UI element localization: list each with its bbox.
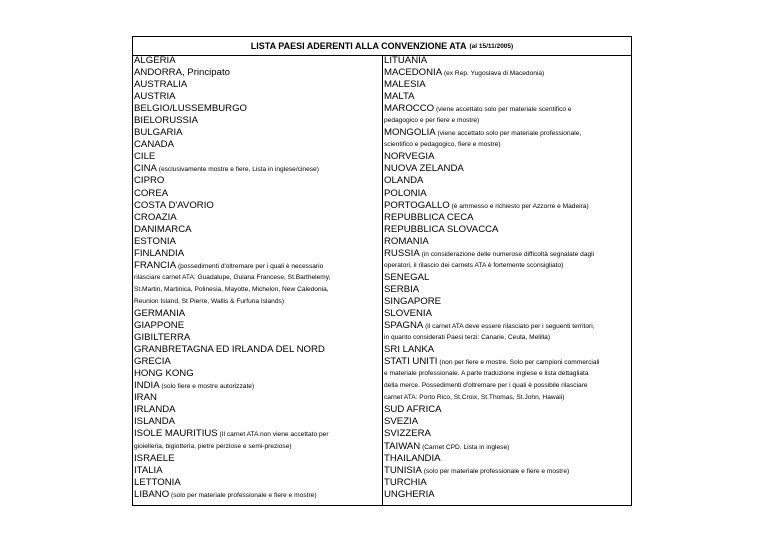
country-name: SRI LANKA [384, 344, 435, 356]
country-row [383, 91, 631, 103]
country-row [133, 332, 382, 344]
country-name: ISOLE MAURITIUS [134, 428, 218, 440]
country-row [133, 260, 382, 272]
country-row [133, 55, 382, 67]
country-row [133, 67, 382, 79]
country-name: RUSSIA [384, 247, 420, 259]
country-name: LIBANO [134, 488, 170, 500]
country-note: della merce. Possedimenti d'oltremare per i quali è possibile rilasciare [384, 382, 588, 390]
country-row [383, 188, 631, 200]
country-name: TURCHIA [384, 476, 427, 488]
country-row [383, 127, 631, 139]
note-continuation-row [133, 296, 382, 308]
country-name: MACEDONIA [384, 67, 443, 79]
note-continuation-row [133, 284, 382, 296]
country-row [133, 320, 382, 332]
country-name: FINLANDIA [134, 247, 185, 259]
country-note: (Il carnet ATA non viene accettato per [217, 431, 329, 439]
country-row [383, 79, 631, 91]
country-note: (solo per materiale professionale e fiere e mostre) [169, 491, 317, 499]
country-row [133, 212, 382, 224]
note-continuation-row [383, 139, 631, 151]
country-name: FRANCIA [134, 259, 177, 271]
country-row [383, 200, 631, 212]
country-row [383, 404, 631, 416]
country-name: GIBILTERRA [134, 332, 191, 344]
country-name: ROMANIA [384, 235, 429, 247]
country-name: GERMANIA [134, 307, 186, 319]
country-note: carnet ATA: Porto Rico, St.Croix, St.Thomas, St.John, Hawaii) [384, 394, 565, 402]
country-row [133, 163, 382, 175]
country-name: INDIA [134, 380, 160, 392]
country-note: rilasciare carnet ATA: Guadalupe, Guiana Francese, St.Barthelemy, [134, 273, 331, 281]
country-row [133, 151, 382, 163]
table-body [133, 55, 631, 505]
country-row [133, 115, 382, 127]
country-name: SLOVENIA [384, 307, 432, 319]
country-name: TUNISIA [384, 464, 422, 476]
country-name: SERBIA [384, 283, 420, 295]
country-note: (solo fiere e mostre autorizzate) [159, 383, 255, 391]
country-row [383, 236, 631, 248]
country-row [383, 151, 631, 163]
country-name: POLONIA [384, 187, 427, 199]
country-name: ALGERIA [134, 55, 176, 66]
country-name: ESTONIA [134, 235, 176, 247]
country-note: (in considerazione delle numerose difficoltà segnalate dagli [419, 250, 595, 258]
country-row [133, 344, 382, 356]
country-note: (Carnet CPD. Lista in inglese) [420, 443, 510, 451]
country-row [133, 79, 382, 91]
country-name: BELGIO/LUSSEMBURGO [134, 103, 248, 115]
country-name: MONGOLIA [384, 127, 436, 139]
country-name: GRANBRETAGNA ED IRLANDA DEL NORD [134, 344, 325, 356]
country-name: SVEZIA [384, 416, 419, 428]
country-note: in quanto considerati Paesi terzi: Canarie, Ceuta, Melilla) [384, 334, 551, 342]
country-name: GIAPPONE [134, 320, 185, 332]
country-row [133, 308, 382, 320]
country-row [133, 127, 382, 139]
country-row [383, 224, 631, 236]
country-row [383, 356, 631, 368]
country-row [383, 344, 631, 356]
country-row [383, 453, 631, 465]
country-row [133, 236, 382, 248]
note-continuation-row [133, 272, 382, 284]
country-name: SINGAPORE [384, 295, 442, 307]
country-row [383, 272, 631, 284]
country-name: ANDORRA, Principato [134, 67, 230, 79]
country-name: MALTA [384, 91, 415, 103]
note-continuation-row [383, 380, 631, 392]
country-name: CIPRO [134, 175, 165, 187]
country-name: TAIWAN [384, 440, 421, 452]
country-name: NORVEGIA [384, 151, 435, 163]
country-name: NUOVA ZELANDA [384, 163, 464, 175]
country-name: CROAZIA [134, 211, 177, 223]
country-name: COREA [134, 187, 169, 199]
country-note: operatori, il rilascio dei carnets ATA è fortemente sconsigliato) [384, 261, 564, 269]
country-row [133, 175, 382, 187]
country-name: AUSTRALIA [134, 79, 188, 91]
country-row [133, 356, 382, 368]
country-name: CANADA [134, 139, 174, 151]
country-row [133, 404, 382, 416]
country-name: ITALIA [134, 464, 163, 476]
country-row [383, 55, 631, 67]
country-row [383, 175, 631, 187]
country-name: REPUBBLICA CECA [384, 211, 474, 223]
country-row [383, 284, 631, 296]
country-note: (non per fiere e mostre. Solo per campioni commerciali [437, 359, 600, 367]
country-row [383, 103, 631, 115]
country-name: CILE [134, 151, 156, 163]
country-note: pedagogico e per fiere e mostre) [384, 117, 480, 125]
country-note: (viene accettato solo per materiale professionale, [435, 130, 582, 138]
country-name: SENEGAL [384, 271, 430, 283]
country-row [133, 91, 382, 103]
country-note: (solo per materiale professionale e fiere e mostre) [421, 467, 570, 475]
note-continuation-row [133, 441, 382, 453]
country-row [383, 477, 631, 489]
document-title: LISTA PAESI ADERENTI ALLA CONVENZIONE ATA [250, 41, 467, 51]
document-date: (al 15/11/2005) [469, 42, 514, 50]
country-name: SVIZZERA [384, 428, 431, 440]
country-note: (è ammesso e richiesto per Azzorre e Madeira) [449, 202, 589, 210]
country-name: DANIMARCA [134, 223, 192, 235]
note-continuation-row [383, 115, 631, 127]
table-header [133, 37, 631, 56]
country-row [383, 67, 631, 79]
country-name: BULGARIA [134, 127, 183, 139]
country-name: COSTA D'AVORIO [134, 199, 214, 211]
country-row [383, 320, 631, 332]
note-continuation-row [383, 392, 631, 404]
country-note: (viene accettato solo per materiale scentifico e [434, 106, 572, 114]
note-continuation-row [383, 368, 631, 380]
country-name: MALESIA [384, 79, 426, 91]
right-column [383, 55, 631, 505]
country-row [133, 392, 382, 404]
country-row [133, 465, 382, 477]
country-row [383, 248, 631, 260]
country-row [133, 477, 382, 489]
country-name: THAILANDIA [384, 452, 441, 464]
country-name: SUD AFRICA [384, 404, 442, 416]
country-row [383, 163, 631, 175]
left-column [133, 55, 383, 505]
country-name: LITUANIA [384, 55, 428, 66]
country-name: HONG KONG [134, 368, 194, 380]
country-name: CINA [134, 163, 157, 175]
country-row [133, 248, 382, 260]
country-row [133, 200, 382, 212]
country-row [383, 428, 631, 440]
country-name: OLANDA [384, 175, 424, 187]
country-row [133, 139, 382, 151]
country-note: (il carnet ATA deve essere rilasciato per i seguenti territori, [423, 323, 595, 331]
country-note: Reunion Island, St Pierre, Wallis & Furfuna Islands) [134, 297, 285, 305]
country-row [133, 188, 382, 200]
country-name: MAROCCO [384, 103, 435, 115]
country-row [133, 103, 382, 115]
country-name: AUSTRIA [134, 91, 176, 103]
note-continuation-row [383, 332, 631, 344]
country-row [383, 296, 631, 308]
country-note: e materiale professionale. A parte traduzione inglese e lista dettagliata [384, 370, 589, 378]
country-row [383, 465, 631, 477]
country-name: GRECIA [134, 356, 171, 368]
note-continuation-row [383, 260, 631, 272]
country-name: REPUBBLICA SLOVACCA [384, 223, 499, 235]
country-row [383, 489, 631, 501]
country-row [133, 368, 382, 380]
country-note: (possedimenti d'oltremare per i quali è necessario [176, 262, 324, 270]
country-row [383, 212, 631, 224]
country-row [383, 308, 631, 320]
country-name: IRLANDA [134, 404, 176, 416]
country-row [383, 416, 631, 428]
country-note: scientifico e pedagogico, fiere e mostre) [384, 141, 501, 149]
country-name: BIELORUSSIA [134, 115, 198, 127]
country-row [133, 453, 382, 465]
country-name: LETTONIA [134, 476, 181, 488]
country-row [133, 489, 382, 501]
country-name: IRAN [134, 392, 157, 404]
country-row [133, 224, 382, 236]
country-list-table [132, 36, 632, 506]
country-note: (ex Rep. Yugoslava di Macedonia) [442, 70, 545, 78]
country-note: gioielleria, bigiotteria, pietre perziose e semi-preziose) [134, 442, 292, 450]
country-note: (esclusivamente mostre e fiere. Lista in inglese/cinese) [156, 166, 319, 174]
country-row [133, 416, 382, 428]
country-name: PORTOGALLO [384, 199, 450, 211]
country-name: SPAGNA [384, 320, 424, 332]
country-name: STATI UNITI [384, 356, 438, 368]
country-row [133, 380, 382, 392]
country-name: UNGHERIA [384, 488, 435, 500]
country-note: St.Martin, Martinica, Polinesia, Mayotte, Michelon, New Caledonia, [134, 285, 329, 293]
country-row [383, 441, 631, 453]
country-row [133, 428, 382, 440]
country-name: ISRAELE [134, 452, 175, 464]
country-name: ISLANDA [134, 416, 176, 428]
